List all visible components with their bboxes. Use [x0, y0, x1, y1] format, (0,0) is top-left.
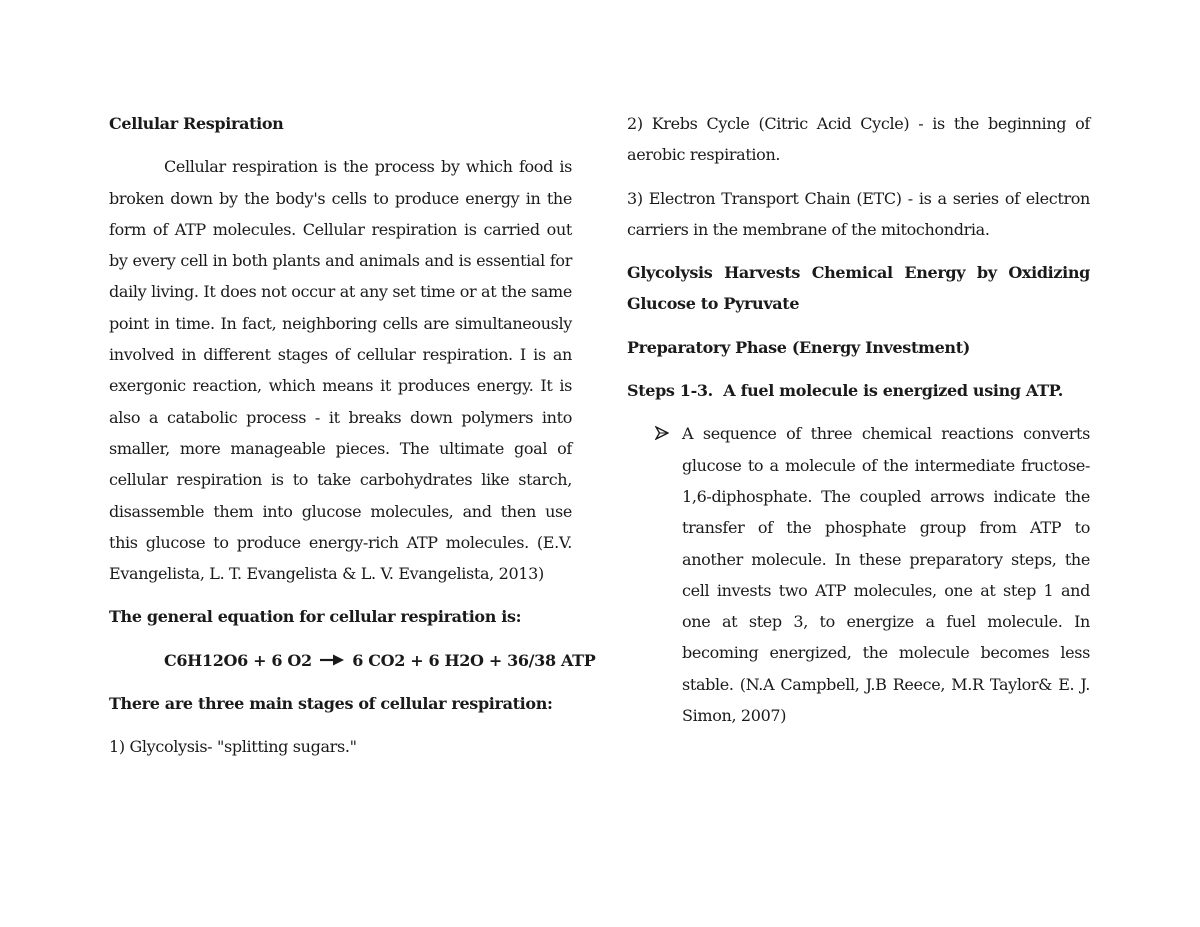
stage-glycolysis: 1) Glycolysis- "splitting sugars.": [109, 737, 357, 757]
section-title: Cellular Respiration: [109, 114, 284, 133]
equation-reactants: C6H12O6 + 6 O2: [164, 650, 312, 670]
equation-heading: The general equation for cellular respiration is:: [109, 607, 522, 627]
right-column: [627, 108, 1090, 731]
stage-krebs: 2) Krebs Cycle (Citric Acid Cycle) - is the beginning of aerobic respiration.: [627, 114, 1090, 165]
arrowhead-bullet-icon: [655, 426, 669, 440]
respiration-equation: [109, 645, 596, 676]
equation-products: 6 CO2 + 6 H2O + 36/38 ATP: [352, 650, 596, 670]
phase-heading: Preparatory Phase (Energy Investment): [627, 337, 970, 357]
glycolysis-heading: Glycolysis Harvests Chemical Energy by Oxidizing Glucose to Pyruvate: [627, 263, 1090, 314]
stages-heading: There are three main stages of cellular respiration:: [109, 694, 553, 714]
bullet-text: A sequence of three chemical reactions converts glucose to a molecule of the intermediate fructose-1,6-diphosphate. The coupled arrows indicate the transfer of the phosphate group from ATP to another molecule. In these preparatory steps, the cell invests two ATP molecules, one at step 1 and one at step 3, to energize a fuel molecule. In becoming energized, the molecule becomes less stable. (N.A Campbell, J.B Reece, M.R Taylor& E. J. Simon, 2007): [682, 424, 1090, 726]
intro-paragraph: Cellular respiration is the process by which food is broken down by the body's cells to produce energy in the form of ATP molecules. Cellular respiration is carried out by every cell in both plants and animals and is essential for daily living. It does not occur at any set time or at the same point in time. In fact, neighboring cells are simultaneously involved in different stages of cellular respiration. I is an exergonic reaction, which means it produces energy. It is also a catabolic process - it breaks down polymers into smaller, more manageable pieces. The ultimate goal of cellular respiration is to take carbohydrates like starch, disassemble them into glucose molecules, and then use this glucose to produce energy-rich ATP molecules. (E.V. Evangelista, L. T. Evangelista & L. V. Evangelista, 2013): [109, 157, 572, 584]
left-column: [109, 108, 596, 763]
steps-heading: Steps 1-3. A fuel molecule is energized using ATP.: [627, 381, 1063, 401]
stage-etc: 3) Electron Transport Chain (ETC) - is a series of electron carriers in the membrane of the mitochondria.: [627, 188, 1090, 239]
right-arrow-icon: [319, 653, 345, 667]
bullet-item: [627, 418, 1090, 731]
